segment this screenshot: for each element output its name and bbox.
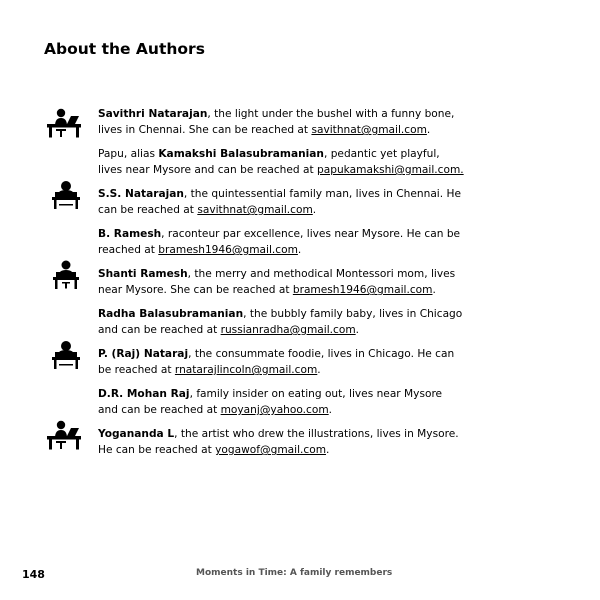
author-name: Radha Balasubramanian	[98, 308, 244, 320]
author-name: Yoganandа L	[98, 428, 175, 440]
email-link[interactable]: russianradha@gmail.com	[220, 324, 356, 336]
email-link[interactable]: savithnat@gmail.com	[197, 204, 313, 216]
author-contact: near Mysore. She can be reached at	[98, 284, 293, 296]
author-contact: be reached at	[98, 364, 175, 376]
author-entry: P. (Raj) Nataraj, the consummate foodie, lives in Chicago. He can be reached at rnatarajlincoln@gmail.com.	[98, 348, 455, 376]
author-desc: , the merry and methodical Montessori mom, lives	[187, 268, 456, 280]
author-entry: S.S. Natarajan, the quintessential family man, lives in Chennai. He can be reached at savithnat@gmail.com.	[98, 188, 461, 216]
page-title: About the Authors	[44, 40, 205, 58]
author-desc: , family insider on eating out, lives near Mysore	[189, 388, 443, 400]
email-link[interactable]: bramesh1946@gmail.com	[158, 244, 298, 256]
author-entry: Shanti Ramesh, the merry and methodical Montessori mom, lives near Mysore. She can be reached at bramesh1946@gmail.com.	[98, 268, 456, 296]
author-contact: lives in Chennai. She can be reached at	[98, 124, 312, 136]
author-entry: B. Ramesh, raconteur par excellence, lives near Mysore. He can be reached at bramesh1946@gmail.com.	[98, 228, 461, 256]
author-entry: D.R. Mohan Raj, family insider on eating out, lives near Mysore and can be reached at moyanj@yahoo.com.	[98, 388, 443, 416]
author-contact: He can be reached at	[98, 444, 216, 456]
author-name: B. Ramesh	[98, 228, 162, 240]
author-name: Savithri Natarajan	[98, 108, 208, 120]
author-desc: , the bubbly family baby, lives in Chicago	[243, 308, 463, 320]
author-contact: lives near Mysore and can be reached at	[98, 164, 318, 176]
author-desc: , the quintessential family man, lives in Chennai. He	[183, 188, 461, 200]
author-name: P. (Raj) Nataraj	[98, 348, 189, 360]
email-link[interactable]: savithnat@gmail.com	[311, 124, 427, 136]
running-footer-title: Moments in Time: A family remembers	[196, 568, 393, 578]
author-desc: , the consummate foodie, lives in Chicago. He can	[188, 348, 455, 360]
email-link[interactable]: papukamakshi@gmail.com.	[317, 164, 464, 176]
author-prefix: Papu, alias	[98, 148, 159, 160]
laptop-person-icon	[48, 180, 84, 210]
author-entry: Yoganandа L, the artist who drew the illustrations, lives in Mysore. He can be reached at yogawof@gmail.com.	[98, 428, 459, 456]
author-name: Kamakshi Balasubramanian	[158, 148, 324, 160]
author-name: Shanti Ramesh	[98, 268, 188, 280]
author-desc: , raconteur par excellence, lives near Mysore. He can be	[161, 228, 461, 240]
email-link[interactable]: moyanj@yahoo.com	[220, 404, 329, 416]
author-contact: and can be reached at	[98, 404, 221, 416]
author-entry	[98, 146, 568, 178]
laptop-person-icon	[48, 260, 84, 290]
email-link[interactable]: rnatarajlincoln@gmail.com	[174, 364, 318, 376]
email-link[interactable]: bramesh1946@gmail.com	[292, 284, 433, 296]
author-name: S.S. Natarajan	[98, 188, 184, 200]
author-contact: can be reached at	[98, 204, 198, 216]
laptop-person-icon	[48, 340, 84, 370]
laptop-person-icon	[46, 108, 82, 138]
author-desc: , the artist who drew the illustrations, lives in Mysore.	[174, 428, 459, 440]
author-name: D.R. Mohan Raj	[98, 388, 190, 400]
author-desc: , the light under the bushel with a funny bone,	[207, 108, 455, 120]
email-link[interactable]: yogawof@gmail.com	[215, 444, 327, 456]
page-number: 148	[22, 568, 45, 581]
author-entry: Savithri Natarajan, the light under the bushel with a funny bone, lives in Chennai. She can be reached at savithnat@gmail.com.	[98, 108, 455, 136]
author-desc: , pedantic yet playful,	[323, 148, 440, 160]
author-contact: reached at	[98, 244, 159, 256]
laptop-person-icon	[46, 420, 82, 450]
author-entry: Radha Balasubramanian, the bubbly family baby, lives in Chicago and can be reached at russianradha@gmail.com.	[98, 308, 463, 336]
author-contact: and can be reached at	[98, 324, 221, 336]
